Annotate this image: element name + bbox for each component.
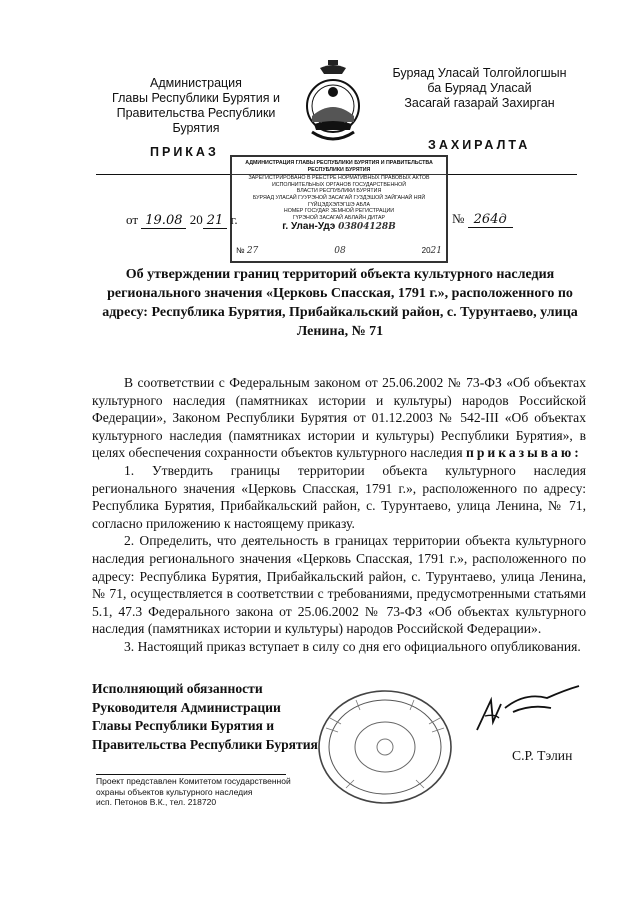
date-prefix: от: [126, 212, 139, 227]
stamp-date-row: № 27 08 2021: [236, 246, 442, 257]
stamp-line: ИСПОЛНИТЕЛЬНЫХ ОРГАНОВ ГОСУДАРСТВЕННОЙ: [271, 181, 407, 188]
document-title: Об утверждении границ территорий объекта культурного наследия регионального значения «Церковь Спасская, 1791 г.», расположенного по адресу: Республика Бурятия, Прибайкальский район, с. Турунтаево, улица Ленина, № 71: [102, 267, 578, 339]
stamp-reg-number: 03804128В: [338, 222, 396, 233]
stamp-line: НОМЕР ГОСУДАР. ЗЕМНОЙ РЕГИСТРАЦИИ: [283, 208, 395, 215]
footer-divider: [96, 774, 286, 775]
stamp-city: г. Улан-Удэ: [282, 221, 336, 233]
item-2: 2. Определить, что деятельность в границах территории объекта культурного наследия регионального значения «Церковь Спасская, 1791 г.», расположенного по адресу: Республика Бурятия, Прибайкальский район, с. Турунтаево, улица Ленина, № 71, осуществляется в соответствии с требованиями, предусмотренными статьями 5.1, 47.3 Федерального закона от 25.06.2002 № 73-ФЗ «Об объектах культурного наследия (памятниках истории и культуры) народов Российской Федерации».: [92, 533, 586, 637]
footer-line-1: Проект представлен Комитетом государственной: [96, 776, 291, 786]
stamp-line: БУРЯАД УЛАСАЙ ГУУРЭНОЙ ЗАСАГАЙ ГУЗДЭШОЙ ЗАЙГАНАЙ НЯЙ ГҮЙЦЭДХЭЛЭГШЭ АБЛА: [252, 194, 426, 208]
stamp-date-year: 21: [430, 246, 442, 257]
doc-type-prikaz: ПРИКАЗ: [150, 145, 219, 159]
header-right-line-3: Засагай газарай Захирган: [404, 96, 555, 110]
official-seal-icon: [316, 688, 454, 806]
header-left-line-3: Правительства Республики Бурятия: [116, 106, 276, 135]
position-line-4: Правительства Республики Бурятия: [92, 736, 318, 752]
stamp-line: ГҮРЭНОЙ ЗАСАГАЙ АБЛАЙН ДИТАР: [292, 214, 386, 221]
year-prefix: 20: [189, 212, 203, 227]
stamp-line: ЗАРЕГИСТРИРОВАНО В РЕЕСТРЕ НОРМАТИВНЫХ ПРАВОВЫХ АКТОВ: [248, 175, 430, 182]
header-left-org: [96, 76, 296, 136]
stamp-date-day: 27: [246, 246, 259, 257]
year-letter: г.: [230, 212, 238, 227]
footer-line-3: исп. Петонов В.К., тел. 218720: [96, 797, 217, 807]
signatory-name: С.Р. Тэлин: [512, 748, 573, 763]
date-day-month: 19.08: [141, 213, 186, 229]
stamp-line: ВЛАСТИ РЕСПУБЛИКИ БУРЯТИЯ: [296, 188, 382, 195]
item-3: 3. Настоящий приказ вступает в силу со дня его официального опубликования.: [124, 638, 581, 654]
position-line-2: Руководителя Администрации: [92, 699, 281, 715]
header-right-line-2: ба Буряад Уласай: [427, 81, 532, 95]
stamp-line: АДМИНИСТРАЦИЯ ГЛАВЫ РЕСПУБЛИКИ БУРЯТИЯ И ПРАВИТЕЛЬСТВА РЕСПУБЛИКИ БУРЯТИЯ: [232, 160, 446, 175]
year-suffix: 21: [203, 213, 228, 229]
signatory-position: [92, 680, 318, 754]
header-right-line-1: Буряад Уласай Толгойлогшын: [392, 66, 567, 80]
prikazyvayu: приказываю:: [465, 445, 582, 461]
document-body: [92, 374, 586, 656]
registration-stamp: [230, 155, 448, 263]
coat-of-arms-emblem-icon: [298, 58, 368, 148]
intro-paragraph: [92, 374, 586, 462]
order-date: [126, 212, 238, 228]
intro-text: В соответствии с Федеральным законом от 25.06.2002 № 73-ФЗ «Об объектах культурного наследия (памятниках истории и культуры) народов Российской Федерации», Законом Республики Бурятия от 01.12.2003 № 542-III «Об объектах культурного наследия (памятниках истории и культуры) Республики Бурятия», в целях обеспечения сохранности объектов культурного наследия: [92, 375, 586, 461]
handwritten-signature-icon: [455, 682, 585, 742]
position-line-3: Главы Республики Бурятия и: [92, 718, 275, 733]
item-1: 1. Утвердить границы территории объекта культурного наследия регионального значения «Церковь Спасская, 1791 г.», расположенного по адресу: Республика Бурятия, Прибайкальский район, с. Турунтаево, улица Ленина, № 71, согласно приложению к настоящему приказу.: [92, 462, 586, 531]
position-line-1: Исполняющий обязанности: [92, 681, 263, 696]
footer-note: [96, 776, 291, 808]
number-prefix: №: [452, 211, 465, 226]
footer-line-2: охраны объектов культурного наследия: [96, 786, 253, 797]
stamp-date-month: 08: [334, 246, 346, 257]
header-left-line-1: Администрация: [150, 76, 242, 90]
header-left-line-2: Главы Республики Бурятия и: [112, 91, 280, 105]
order-number: [452, 211, 513, 227]
doc-type-zakhiralta: ЗАХИРАЛТА: [428, 138, 531, 152]
number-value: 264д: [468, 212, 513, 228]
header-right-org: [382, 66, 577, 111]
